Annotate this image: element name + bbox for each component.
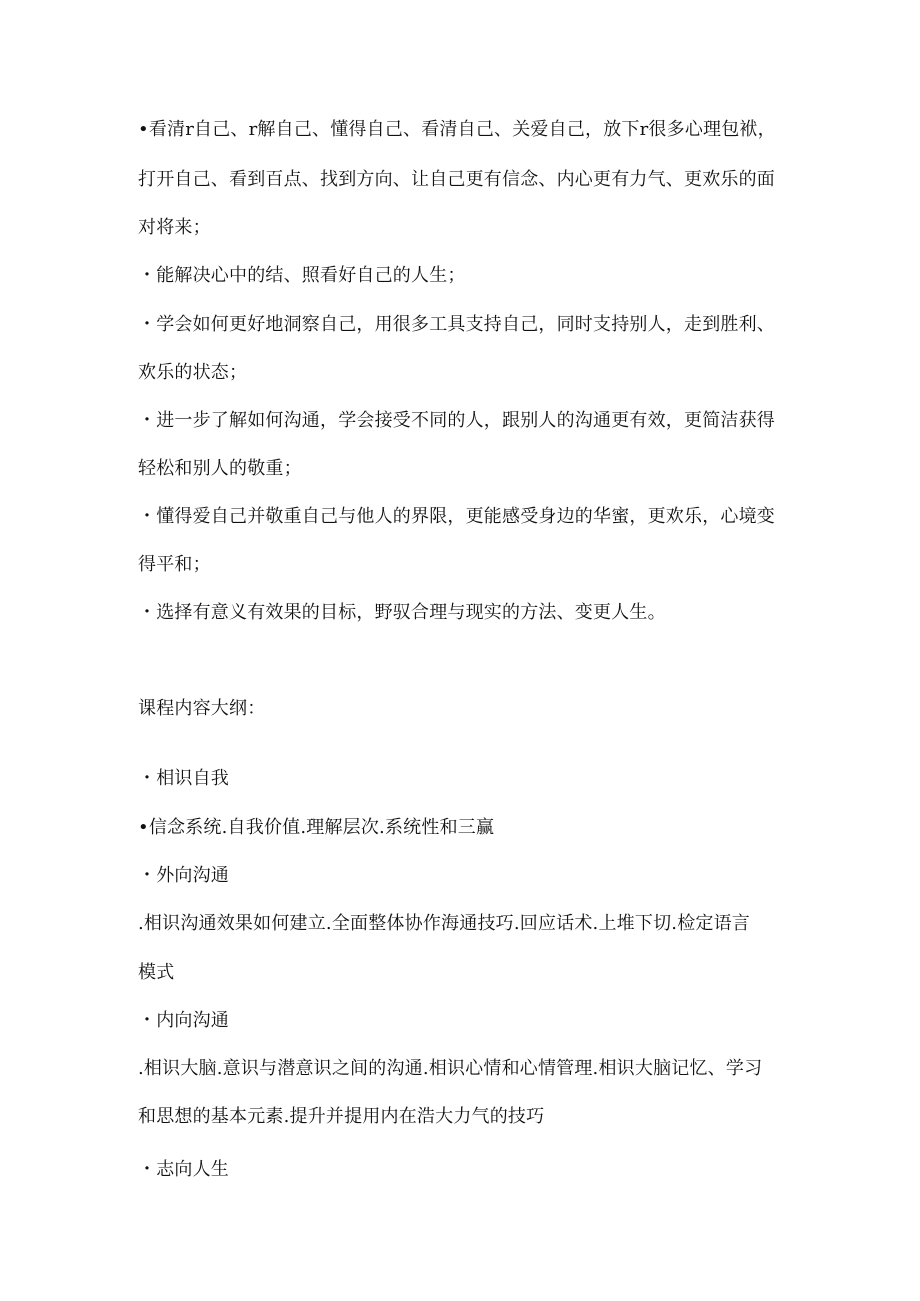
outline-item: •信念系统.自我价值.理解层次.系统性和三赢 — [138, 817, 495, 838]
text-line: ・能解决心中的结、照看好自己的人生； — [138, 265, 466, 286]
outline-item: 和思想的基本元素.提升并提用内在浩大力气的技巧 — [138, 1106, 545, 1127]
text-line: ・懂得爱自己并敬重自己与他人的界限，更能感受身边的华蜜，更欢乐，心境变 — [138, 506, 775, 527]
text-line: ・选择有意义有效果的目标，野驭合理与现实的方法、变更人生。 — [138, 602, 666, 623]
text-line: 对将来； — [138, 217, 211, 238]
text-line: •看清r自己、r解自己、懂得自己、看清自己、关爱自己，放下r很多心理包袱， — [138, 119, 776, 140]
outline-item: 模式 — [138, 962, 175, 983]
outline-item: ・外向沟通 — [138, 865, 229, 886]
text-line: ・学会如何更好地洞察自己，用很多工具支持自己，同时支持别人，走到胜利、 — [138, 314, 775, 335]
outline-item: .相识大脑.意识与潜意识之间的沟通.相识心情和心情管理.相识大脑记忆、学习 — [138, 1058, 763, 1079]
outline-item: ・内向沟通 — [138, 1010, 229, 1031]
outline-item: ・志向人生 — [138, 1159, 229, 1180]
text-line: 欢乐的状态； — [138, 362, 248, 383]
text-line: 打开自己、看到百点、找到方向、让自己更有信念、内心更有力气、更欢乐的面 — [138, 169, 775, 190]
outline-item: .相识沟通效果如何建立.全面整体协作海通技巧.回应话术.上堆下切.检定语言 — [138, 913, 751, 934]
text-line: 轻松和别人的敬重； — [138, 458, 302, 479]
outline-item: ・相识自我 — [138, 768, 229, 789]
text-line: 得平和； — [138, 554, 211, 575]
text-line: ・进一步了解如何沟通，学会接受不同的人，跟别人的沟通更有效，更简洁获得 — [138, 410, 775, 431]
section-heading: 课程内容大纲： — [138, 698, 266, 719]
